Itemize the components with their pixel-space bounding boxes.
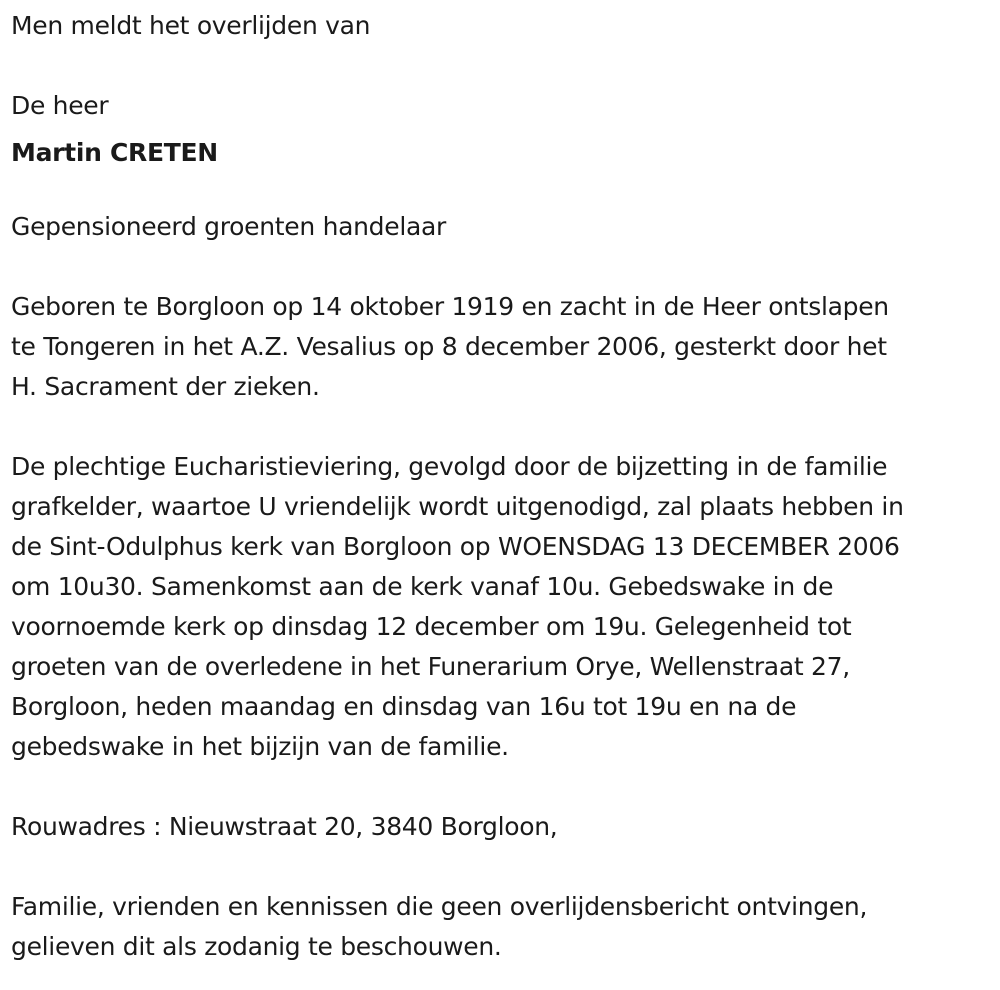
closing-paragraph: [11, 887, 991, 967]
occupation-text: Gepensioneerd groenten handelaar: [11, 212, 446, 241]
paragraph-line: H. Sacrament der zieken.: [11, 372, 320, 401]
obituary-document: [11, 6, 991, 967]
paragraph-line: om 10u30. Samenkomst aan de kerk vanaf 10u. Gebedswake in de: [11, 572, 834, 601]
mourning-address: Rouwadres : Nieuwstraat 20, 3840 Borgloon,: [11, 812, 558, 841]
paragraph-line: Geboren te Borgloon op 14 oktober 1919 en zacht in de Heer ontslapen: [11, 292, 889, 321]
paragraph-line: gelieven dit als zodanig te beschouwen.: [11, 932, 502, 961]
paragraph-line: grafkelder, waartoe U vriendelijk wordt uitgenodigd, zal plaats hebben in: [11, 492, 904, 521]
paragraph-line: Familie, vrienden en kennissen die geen overlijdensbericht ontvingen,: [11, 892, 868, 921]
salutation-text: De heer: [11, 91, 109, 120]
paragraph-line: te Tongeren in het A.Z. Vesalius op 8 december 2006, gesterkt door het: [11, 332, 887, 361]
paragraph-line: Borgloon, heden maandag en dinsdag van 16u tot 19u en na de: [11, 692, 797, 721]
ceremony-paragraph: [11, 447, 991, 767]
deceased-name: Martin CRETEN: [11, 138, 218, 167]
intro-text: Men meldt het overlijden van: [11, 11, 371, 40]
birth-death-paragraph: [11, 287, 991, 407]
paragraph-line: de Sint-Odulphus kerk van Borgloon op WOENSDAG 13 DECEMBER 2006: [11, 532, 900, 561]
paragraph-line: groeten van de overledene in het Funerarium Orye, Wellenstraat 27,: [11, 652, 850, 681]
paragraph-line: voornoemde kerk op dinsdag 12 december om 19u. Gelegenheid tot: [11, 612, 852, 641]
paragraph-line: gebedswake in het bijzijn van de familie.: [11, 732, 509, 761]
paragraph-line: De plechtige Eucharistieviering, gevolgd door de bijzetting in de familie: [11, 452, 888, 481]
